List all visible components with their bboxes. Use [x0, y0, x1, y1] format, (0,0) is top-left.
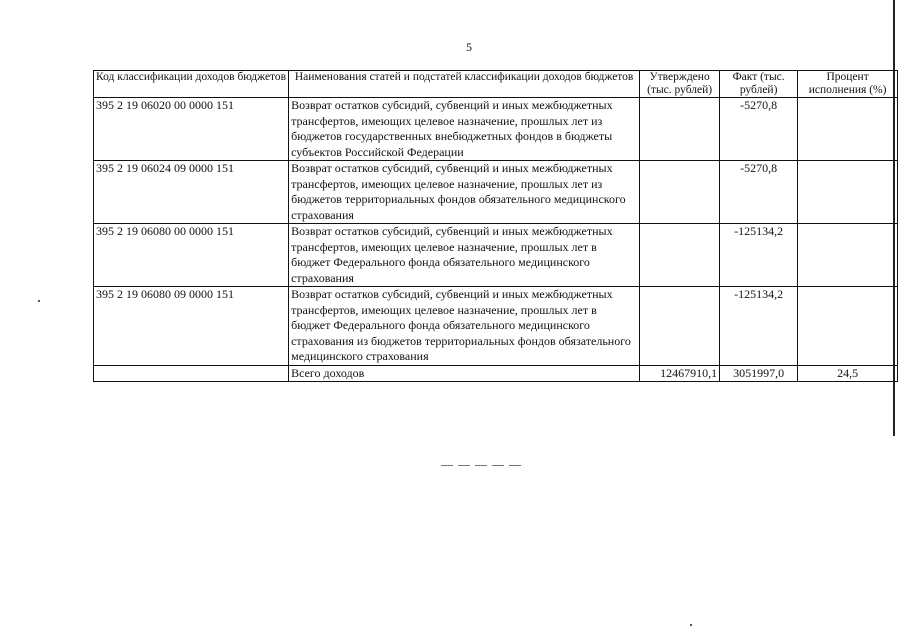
revenue-table: [93, 70, 898, 382]
cell-fact: -125134,2: [720, 287, 798, 366]
table-row: [94, 287, 898, 366]
cell-code: 395 2 19 06080 09 0000 151: [94, 287, 289, 366]
cell-fact: -5270,8: [720, 98, 798, 161]
table-header-row: [94, 71, 898, 98]
cell-name: Возврат остатков субсидий, субвенций и иных межбюджетных трансфертов, имеющих целевое назначение, прошлых лет из бюджетов территориальных фондов обязательного медицинского страхования: [289, 161, 640, 224]
scan-dot: [38, 300, 40, 302]
header-approved: Утверждено (тыс. рублей): [640, 71, 720, 98]
cell-code: 395 2 19 06080 00 0000 151: [94, 224, 289, 287]
cell-approved: [640, 161, 720, 224]
cell-percent: [798, 98, 898, 161]
cell-name: Возврат остатков субсидий, субвенций и иных межбюджетных трансфертов, имеющих целевое назначение, прошлых лет из бюджетов государственных внебюджетных фондов в бюджеты субъектов Российской Федерации: [289, 98, 640, 161]
header-code: Код классификации доходов бюджетов: [94, 71, 289, 98]
end-of-section-mark: — — — — —: [441, 457, 522, 471]
total-label: Всего доходов: [289, 365, 640, 382]
page-number: 5: [466, 40, 472, 54]
cell-name: Возврат остатков субсидий, субвенций и иных межбюджетных трансфертов, имеющих целевое назначение, прошлых лет в бюджет Федерального фонда обязательного медицинского страхования из бюджетов территориальных фондов обязательного медицинского страхования: [289, 287, 640, 366]
total-row: [94, 365, 898, 382]
cell-approved: [640, 98, 720, 161]
cell-code: 395 2 19 06024 09 0000 151: [94, 161, 289, 224]
cell-approved: [640, 224, 720, 287]
cell-name: Возврат остатков субсидий, субвенций и иных межбюджетных трансфертов, имеющих целевое назначение, прошлых лет в бюджет Федерального фонда обязательного медицинского страхования: [289, 224, 640, 287]
cell-percent: [798, 224, 898, 287]
cell-percent: [798, 287, 898, 366]
header-percent: Процент исполнения (%): [798, 71, 898, 98]
header-fact: Факт (тыс. рублей): [720, 71, 798, 98]
table-row: [94, 98, 898, 161]
header-name: Наименования статей и подстатей классификации доходов бюджетов: [289, 71, 640, 98]
table-row: [94, 224, 898, 287]
scan-dot: [690, 624, 692, 626]
total-percent: 24,5: [798, 365, 898, 382]
table-row: [94, 161, 898, 224]
cell-approved: [640, 287, 720, 366]
cell-code: 395 2 19 06020 00 0000 151: [94, 98, 289, 161]
total-approved: 12467910,1: [640, 365, 720, 382]
cell-fact: -125134,2: [720, 224, 798, 287]
cell-code: [94, 365, 289, 382]
cell-percent: [798, 161, 898, 224]
total-fact: 3051997,0: [720, 365, 798, 382]
cell-fact: -5270,8: [720, 161, 798, 224]
